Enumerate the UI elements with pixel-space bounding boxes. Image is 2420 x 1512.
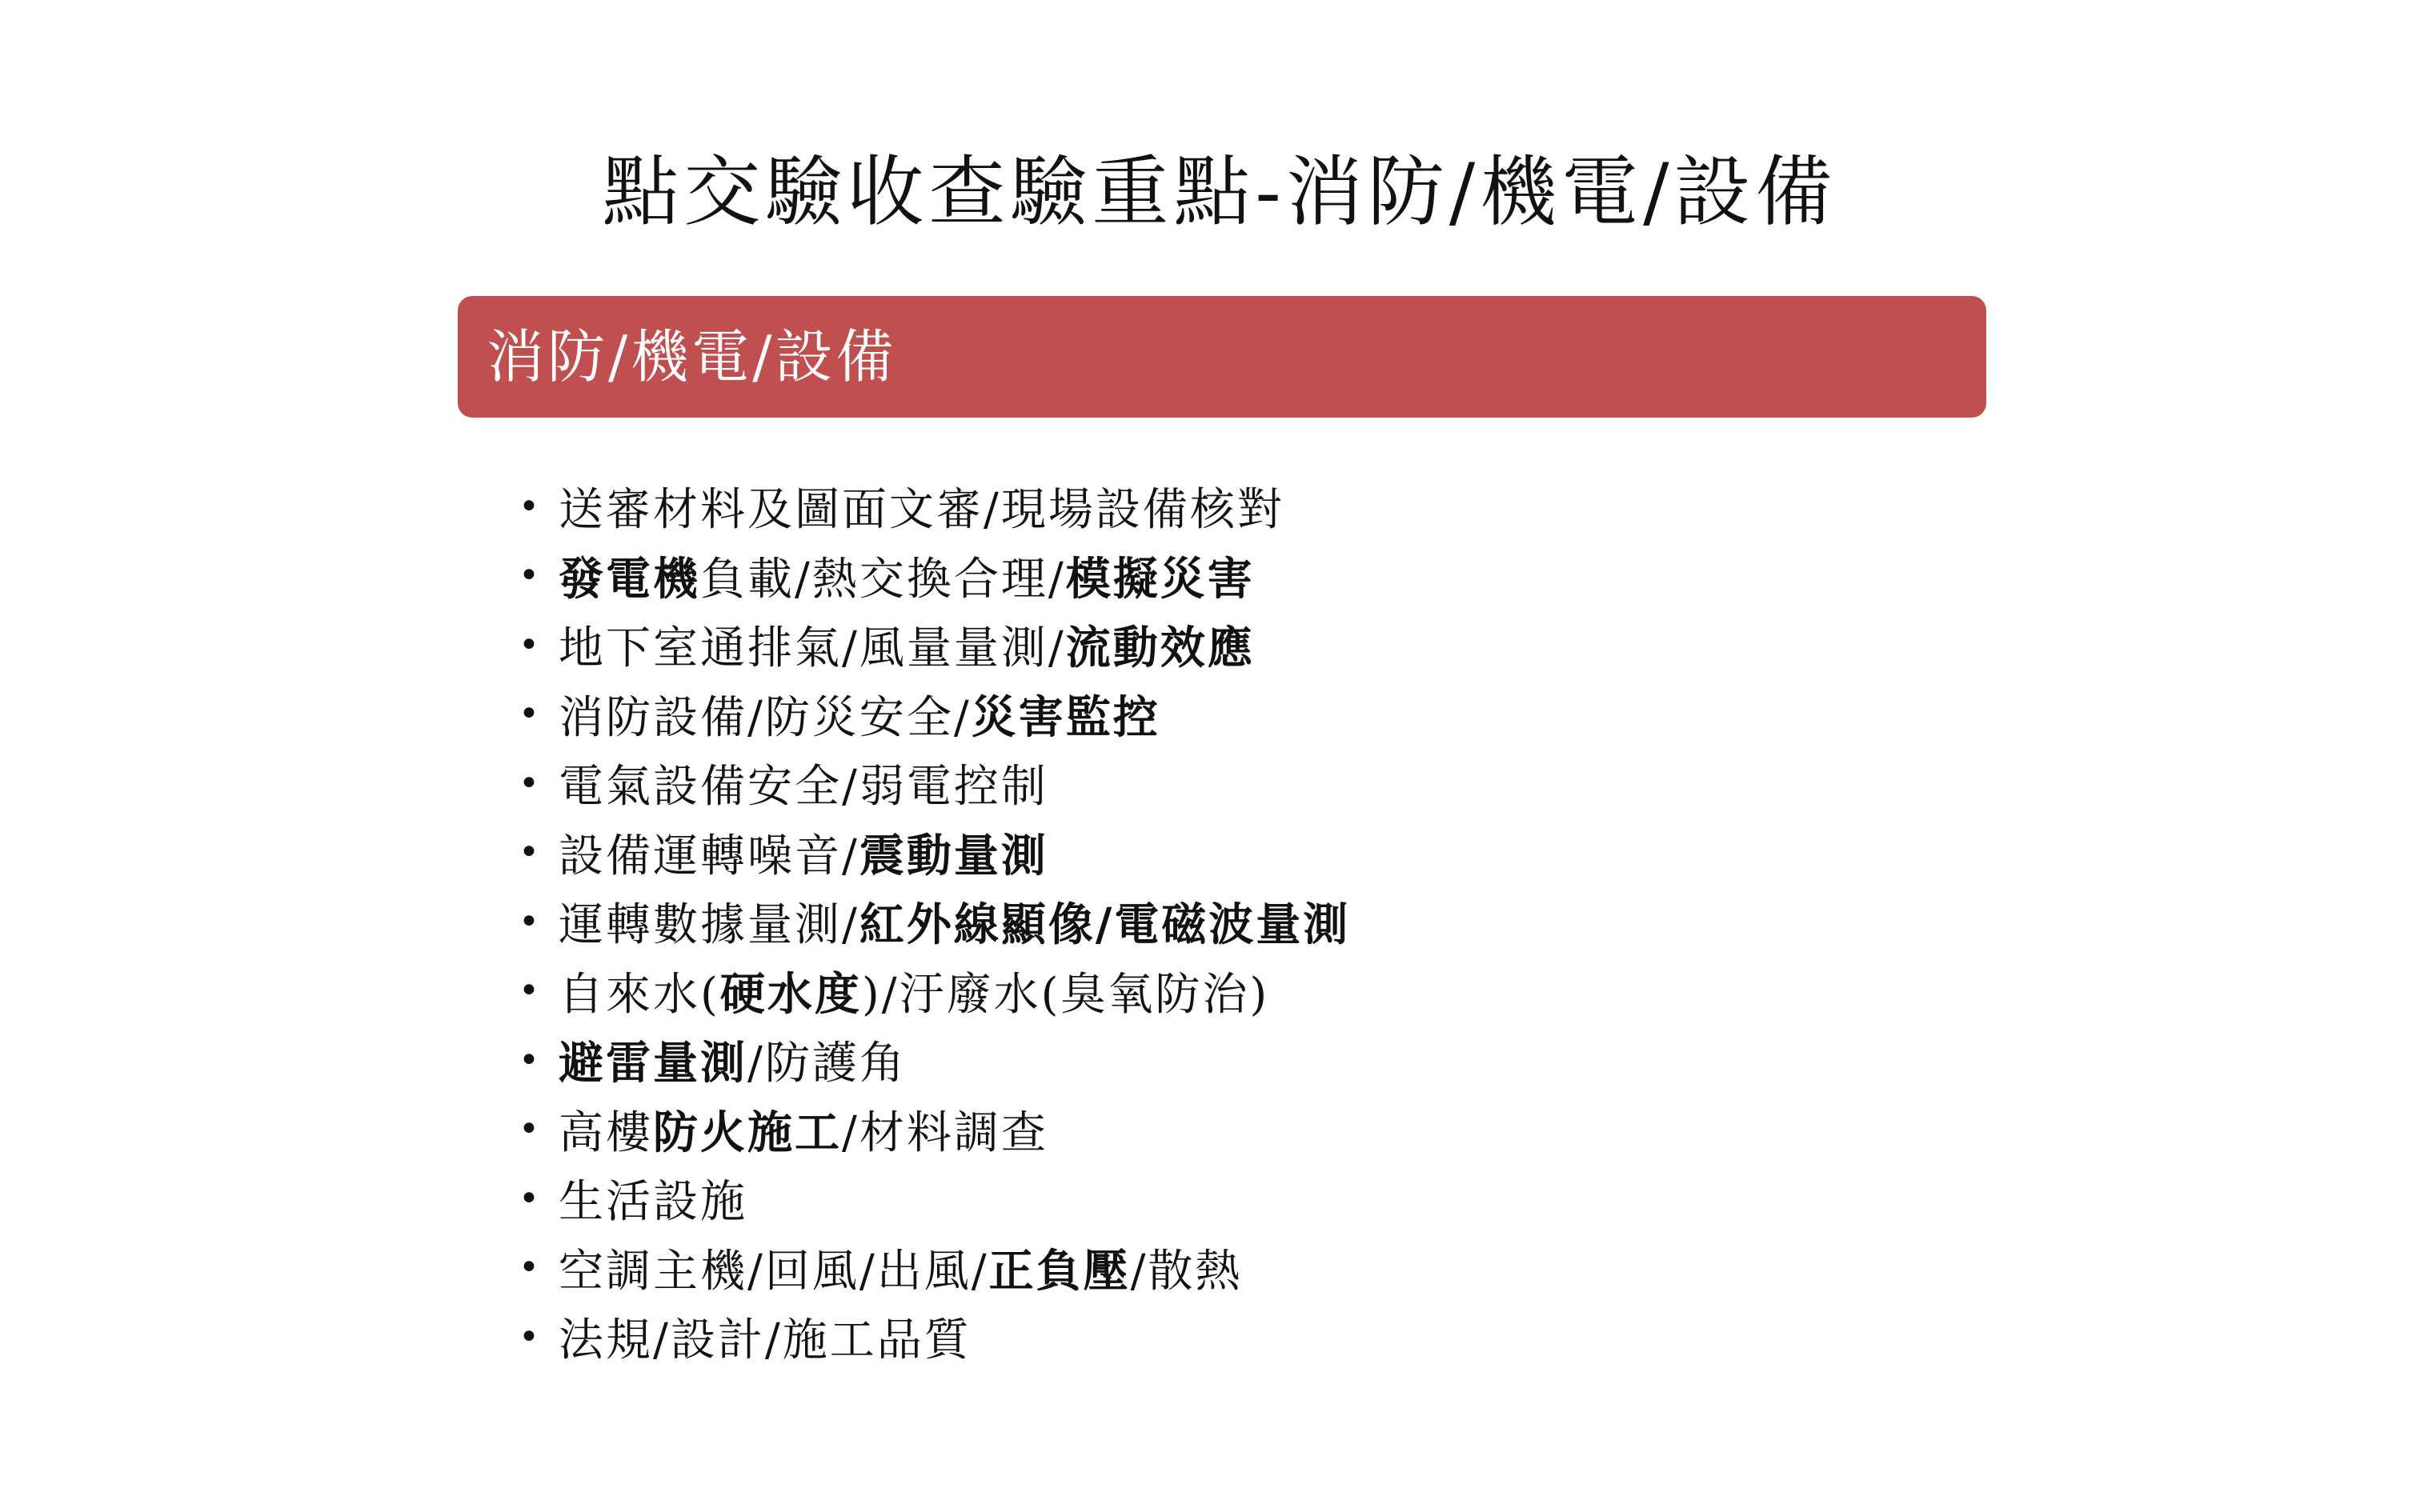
bullet-dot-icon: • xyxy=(519,1247,542,1289)
emphasis-text: 硬水度 xyxy=(719,967,862,1021)
plain-text: 送審材料及圖面文審/現場設備核對 xyxy=(559,484,1284,537)
list-item-text xyxy=(559,1166,747,1230)
list-item xyxy=(519,680,1350,750)
emphasis-text: 模擬災害 xyxy=(1065,552,1255,606)
list-item-text xyxy=(559,959,1269,1023)
bullet-dot-icon: • xyxy=(519,832,542,874)
list-item xyxy=(519,1164,1350,1234)
emphasis-text: 紅外線顯像/電磁波量測 xyxy=(859,898,1351,952)
list-item xyxy=(519,1095,1350,1165)
list-item-text xyxy=(559,890,1350,954)
bullet-dot-icon: • xyxy=(519,1039,542,1081)
bullet-dot-icon: • xyxy=(519,901,542,942)
emphasis-text: 避雷量測 xyxy=(559,1037,747,1090)
list-item xyxy=(519,1026,1350,1095)
plain-text: 電氣設備安全/弱電控制 xyxy=(559,761,1048,814)
emphasis-text: 災害監控 xyxy=(971,690,1160,744)
list-item-text xyxy=(559,1028,907,1092)
list-item-text xyxy=(559,613,1255,677)
slide-title: 點交驗收查驗重點-消防/機電/設備 xyxy=(602,147,1837,237)
list-item-text xyxy=(559,751,1048,815)
plain-text: 設備運轉噪音/ xyxy=(559,830,859,882)
list-item xyxy=(519,887,1350,957)
list-item xyxy=(519,818,1350,888)
plain-text: 消防設備/防災安全/ xyxy=(559,691,972,744)
list-item xyxy=(519,472,1350,542)
bullet-dot-icon: • xyxy=(519,762,542,804)
bullet-dot-icon: • xyxy=(519,1178,542,1219)
plain-text: /材料調查 xyxy=(842,1106,1048,1159)
bullet-dot-icon: • xyxy=(519,694,542,735)
emphasis-text: 發電機 xyxy=(559,552,700,606)
emphasis-text: 震動量測 xyxy=(859,829,1048,882)
list-item-text xyxy=(559,544,1255,608)
plain-text: /防護角 xyxy=(747,1038,907,1090)
list-item-text xyxy=(559,1098,1048,1162)
plain-text: 空調主機/回風/出風/ xyxy=(559,1245,989,1298)
section-header xyxy=(458,296,1986,418)
plain-text: 法規/設計/施工品質 xyxy=(559,1314,972,1367)
plain-text: 高樓 xyxy=(559,1106,653,1159)
plain-text: 生活設施 xyxy=(559,1176,747,1229)
list-item xyxy=(519,1302,1350,1372)
list-item-text xyxy=(559,682,1160,746)
emphasis-text: 正負壓 xyxy=(988,1244,1131,1298)
bullet-dot-icon: • xyxy=(519,970,542,1012)
section-header-label: 消防/機電/設備 xyxy=(487,323,897,390)
list-item-text xyxy=(559,821,1048,885)
emphasis-text: 流動效應 xyxy=(1065,622,1255,675)
list-item-text xyxy=(559,1305,972,1369)
list-item xyxy=(519,610,1350,680)
plain-text: 地下室通排氣/風量量測/ xyxy=(559,622,1066,675)
list-item-text xyxy=(559,474,1284,538)
list-item xyxy=(519,1234,1350,1303)
plain-text: 運轉數據量測/ xyxy=(559,899,859,952)
plain-text: /散熱 xyxy=(1130,1245,1243,1298)
list-item xyxy=(519,542,1350,611)
list-item-text xyxy=(559,1236,1242,1300)
bullet-list xyxy=(519,472,1350,1372)
bullet-dot-icon: • xyxy=(519,555,542,597)
list-item xyxy=(519,957,1350,1026)
plain-text: 自來水( xyxy=(559,968,720,1021)
emphasis-text: 防火施工 xyxy=(653,1106,842,1159)
bullet-dot-icon: • xyxy=(519,1316,542,1358)
list-item xyxy=(519,749,1350,818)
bullet-dot-icon: • xyxy=(519,1109,542,1150)
bullet-dot-icon: • xyxy=(519,624,542,666)
plain-text: 負載/熱交換合理/ xyxy=(700,553,1066,606)
plain-text: )/汙廢水(臭氧防治) xyxy=(861,968,1270,1021)
bullet-dot-icon: • xyxy=(519,486,542,527)
